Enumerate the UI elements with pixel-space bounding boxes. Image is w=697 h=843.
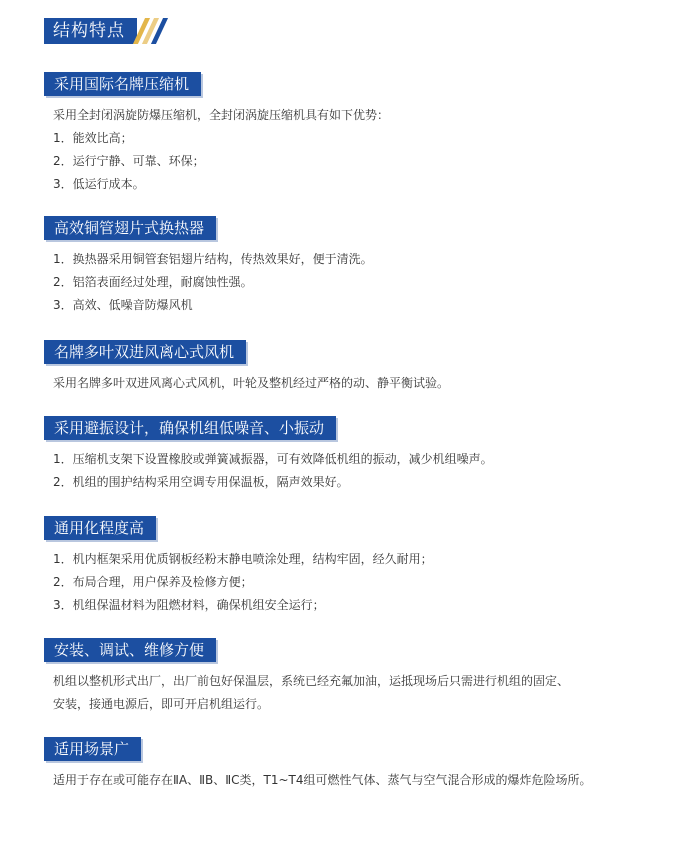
- body-line: 采用全封闭涡旋防爆压缩机，全封闭涡旋压缩机具有如下优势：: [53, 108, 390, 122]
- page-title: 结构特点: [44, 18, 137, 44]
- section-body: [44, 448, 493, 494]
- section-heading: 采用避振设计，确保机组低噪音、小振动: [44, 416, 336, 440]
- body-line: 机组以整机形式出厂，出厂前包好保温层，系统已经充氟加油，运抵现场后只需进行机组的固定、: [53, 674, 570, 688]
- section-installation: [44, 638, 569, 716]
- section-heading: 适用场景广: [44, 737, 141, 761]
- body-line: 1．换热器采用铜管套铝翅片结构，传热效果好，便于清洗。: [53, 252, 373, 266]
- body-line: 3．低运行成本。: [53, 177, 145, 191]
- body-line: 2．机组的围护结构采用空调专用保温板，隔声效果好。: [53, 475, 349, 489]
- section-fan: [44, 340, 449, 395]
- section-heading: 通用化程度高: [44, 516, 156, 540]
- section-applications: [44, 737, 592, 792]
- body-line: 1．压缩机支架下设置橡胶或弹簧减振器，可有效降低机组的振动，减少机组噪声。: [53, 452, 493, 466]
- section-body: [44, 670, 569, 716]
- section-heat-exchanger: [44, 216, 373, 317]
- body-line: 2．铝箔表面经过处理，耐腐蚀性强。: [53, 275, 253, 289]
- section-compressor: [44, 72, 389, 196]
- section-body: [44, 548, 433, 617]
- section-heading: 名牌多叶双进风离心式风机: [44, 340, 246, 364]
- section-body: [44, 104, 389, 196]
- section-body: [44, 248, 373, 317]
- section-vibration: [44, 416, 493, 494]
- section-heading: 安装、调试、维修方便: [44, 638, 216, 662]
- section-standardization: [44, 516, 433, 617]
- section-body: [44, 372, 449, 395]
- body-line: 采用名牌多叶双进风离心式风机，叶轮及整机经过严格的动、静平衡试验。: [53, 376, 450, 390]
- body-line: 适用于存在或可能存在ⅡA、ⅡB、ⅡC类，T1~T4组可燃性气体、蒸气与空气混合形成的爆炸危险场所。: [53, 773, 592, 787]
- body-line: 1．能效比高；: [53, 131, 133, 145]
- page-title-banner: [44, 18, 162, 44]
- body-line: 安装，接通电源后，即可开启机组运行。: [53, 697, 270, 711]
- body-line: 2．运行宁静、可靠、环保；: [53, 154, 205, 168]
- decorative-stripes: [135, 18, 162, 44]
- section-body: [44, 769, 592, 792]
- section-heading: 高效铜管翅片式换热器: [44, 216, 216, 240]
- body-line: 3．高效、低噪音防爆风机: [53, 298, 193, 312]
- body-line: 2．布局合理，用户保养及检修方便；: [53, 575, 253, 589]
- body-line: 1．机内框架采用优质钢板经粉末静电喷涂处理，结构牢固，经久耐用；: [53, 552, 433, 566]
- body-line: 3．机组保温材料为阻燃材料，确保机组安全运行；: [53, 598, 325, 612]
- section-heading: 采用国际名牌压缩机: [44, 72, 201, 96]
